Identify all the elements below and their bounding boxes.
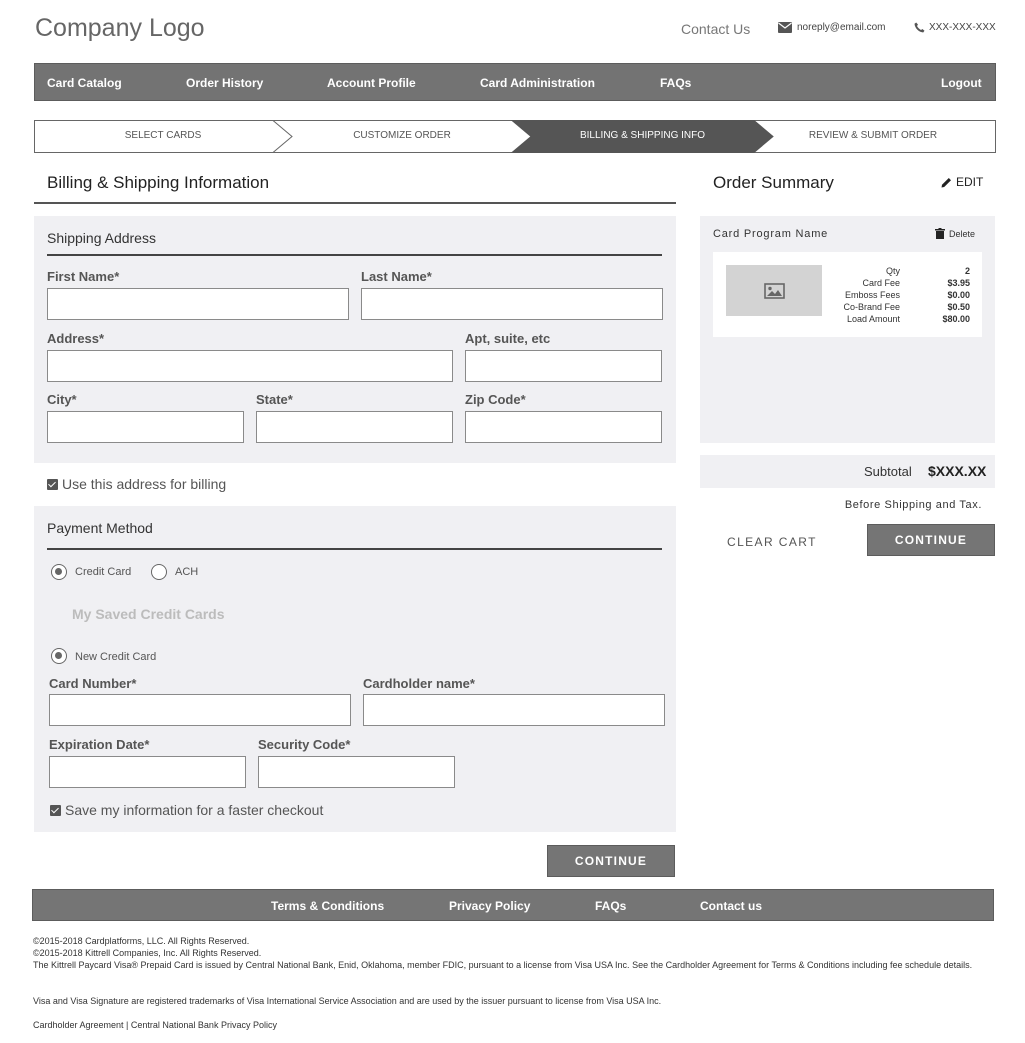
load-amount-value: $80.00	[942, 314, 970, 324]
zip-label: Zip Code*	[465, 392, 526, 407]
security-code-label: Security Code*	[258, 737, 351, 752]
nav-order-history[interactable]: Order History	[186, 76, 264, 90]
shipping-address-title: Shipping Address	[47, 230, 156, 246]
save-info-checkbox[interactable]	[50, 805, 61, 816]
cart-panel	[700, 216, 995, 443]
qty-row	[770, 265, 970, 277]
footer-privacy-link[interactable]: Privacy Policy	[449, 899, 531, 913]
ach-label[interactable]: ACH	[175, 566, 199, 578]
cardholder-name-field[interactable]	[363, 694, 665, 726]
contact-us-link[interactable]: Contact Us	[681, 21, 751, 37]
order-summary-title: Order Summary	[713, 173, 834, 192]
edit-summary-button[interactable]	[941, 175, 983, 189]
legal-issuer-text: The Kittrell Paycard Visa® Prepaid Card is issued by Central National Bank, Enid, Oklahoma, member FDIC, pursuant to a license from Visa USA Inc. See the Cardholder Agreement for Terms & Conditions including fee schedule details.	[33, 960, 973, 970]
nav-logout[interactable]: Logout	[941, 76, 982, 90]
shipping-address-panel	[34, 216, 676, 463]
delete-label: Delete	[949, 228, 976, 239]
city-label: City*	[47, 392, 77, 407]
use-for-billing-checkbox[interactable]	[47, 479, 58, 490]
legal-agreement-links[interactable]: Cardholder Agreement | Central National Bank Privacy Policy	[33, 1020, 277, 1030]
step-billing-shipping[interactable]: BILLING & SHIPPING INFO	[579, 130, 706, 141]
trash-icon	[935, 228, 945, 239]
expiration-date-field[interactable]	[49, 756, 246, 788]
card-fee-value: $3.95	[947, 278, 970, 288]
envelope-icon	[778, 22, 792, 33]
co-brand-fee-row	[770, 301, 970, 313]
address-label: Address*	[47, 331, 105, 346]
card-number-label: Card Number*	[49, 676, 137, 691]
ach-radio[interactable]	[151, 564, 167, 580]
state-label: State*	[256, 392, 293, 407]
step-select-cards[interactable]: SELECT CARDS	[124, 130, 202, 141]
co-brand-fee-value: $0.50	[947, 302, 970, 312]
company-logo[interactable]: Company Logo	[35, 14, 205, 42]
cart-item-details	[770, 265, 970, 325]
card-number-field[interactable]	[49, 694, 351, 726]
credit-card-label[interactable]: Credit Card	[75, 566, 132, 578]
zip-field[interactable]	[465, 411, 662, 443]
legal-copyright-2: ©2015-2018 Kittrell Companies, Inc. All Rights Reserved.	[33, 948, 262, 958]
load-amount-key: Load Amount	[846, 314, 900, 324]
footer-contact-link[interactable]: Contact us	[700, 899, 763, 913]
legal-trademark-text: Visa and Visa Signature are registered trademarks of Visa International Service Association and are used by the issuer pursuant to license from Visa USA Inc.	[33, 996, 662, 1006]
summary-continue-button[interactable]: CONTINUE	[867, 524, 995, 556]
email-text: noreply@email.com	[797, 22, 886, 33]
subtotal-note: Before Shipping and Tax.	[844, 499, 982, 511]
card-program-name: Card Program Name	[713, 228, 829, 240]
emboss-fees-value: $0.00	[947, 290, 970, 300]
apt-label: Apt, suite, etc	[465, 331, 551, 346]
payment-method-title: Payment Method	[47, 520, 153, 536]
emboss-fees-key: Emboss Fees	[844, 290, 900, 300]
load-amount-row	[770, 313, 970, 325]
co-brand-fee-key: Co-Brand Fee	[843, 302, 900, 312]
billing-shipping-title: Billing & Shipping Information	[47, 173, 270, 192]
step-customize-order[interactable]: CUSTOMIZE ORDER	[353, 130, 451, 141]
checkout-stepper	[34, 120, 996, 153]
email-contact[interactable]	[778, 22, 886, 33]
main-nav	[34, 63, 996, 101]
emboss-fees-row	[770, 289, 970, 301]
subtotal-label: Subtotal	[864, 464, 912, 479]
last-name-label: Last Name*	[361, 269, 432, 284]
new-credit-card-radio[interactable]	[51, 648, 67, 664]
first-name-label: First Name*	[47, 269, 120, 284]
credit-card-radio[interactable]	[51, 564, 67, 580]
billing-continue-button[interactable]: CONTINUE	[547, 845, 675, 877]
payment-divider	[47, 548, 662, 550]
save-info-label[interactable]: Save my information for a faster checkout	[65, 802, 324, 818]
address-field[interactable]	[47, 350, 453, 382]
card-fee-key: Card Fee	[862, 278, 900, 288]
delete-item-button[interactable]	[935, 228, 975, 239]
cardholder-name-label: Cardholder name*	[363, 676, 475, 691]
phone-text: XXX-XXX-XXX	[929, 22, 996, 33]
new-credit-card-label[interactable]: New Credit Card	[75, 651, 157, 663]
expiration-date-label: Expiration Date*	[49, 737, 150, 752]
apt-field[interactable]	[465, 350, 662, 382]
qty-key: Qty	[885, 266, 900, 276]
title-divider	[34, 202, 676, 204]
saved-cards-label[interactable]: My Saved Credit Cards	[72, 606, 225, 622]
subtotal-value: $XXX.XX	[928, 463, 987, 479]
footer-faqs-link[interactable]: FAQs	[595, 899, 627, 913]
footer-nav	[32, 889, 994, 921]
step-review-submit[interactable]: REVIEW & SUBMIT ORDER	[808, 130, 938, 141]
subtotal-bar	[700, 455, 995, 488]
nav-card-catalog[interactable]: Card Catalog	[47, 76, 122, 90]
use-for-billing-label[interactable]: Use this address for billing	[62, 476, 227, 492]
phone-icon	[914, 22, 925, 33]
cart-item-card	[713, 252, 982, 337]
edit-label: EDIT	[956, 175, 984, 189]
city-field[interactable]	[47, 411, 244, 443]
payment-method-panel	[34, 506, 676, 832]
card-fee-row	[770, 277, 970, 289]
security-code-field[interactable]	[258, 756, 455, 788]
phone-contact[interactable]	[914, 22, 996, 33]
nav-card-administration[interactable]: Card Administration	[480, 76, 595, 90]
qty-value: 2	[964, 266, 970, 276]
shipping-divider	[47, 254, 662, 256]
clear-cart-button[interactable]: CLEAR CART	[727, 535, 817, 549]
pencil-icon	[941, 177, 952, 188]
last-name-field[interactable]	[361, 288, 663, 320]
nav-faqs[interactable]: FAQs	[660, 76, 692, 90]
nav-account-profile[interactable]: Account Profile	[327, 76, 416, 90]
legal-copyright-1: ©2015-2018 Cardplatforms, LLC. All Rights Reserved.	[33, 936, 250, 946]
footer-terms-link[interactable]: Terms & Conditions	[271, 899, 385, 913]
state-field[interactable]	[256, 411, 453, 443]
first-name-field[interactable]	[47, 288, 349, 320]
